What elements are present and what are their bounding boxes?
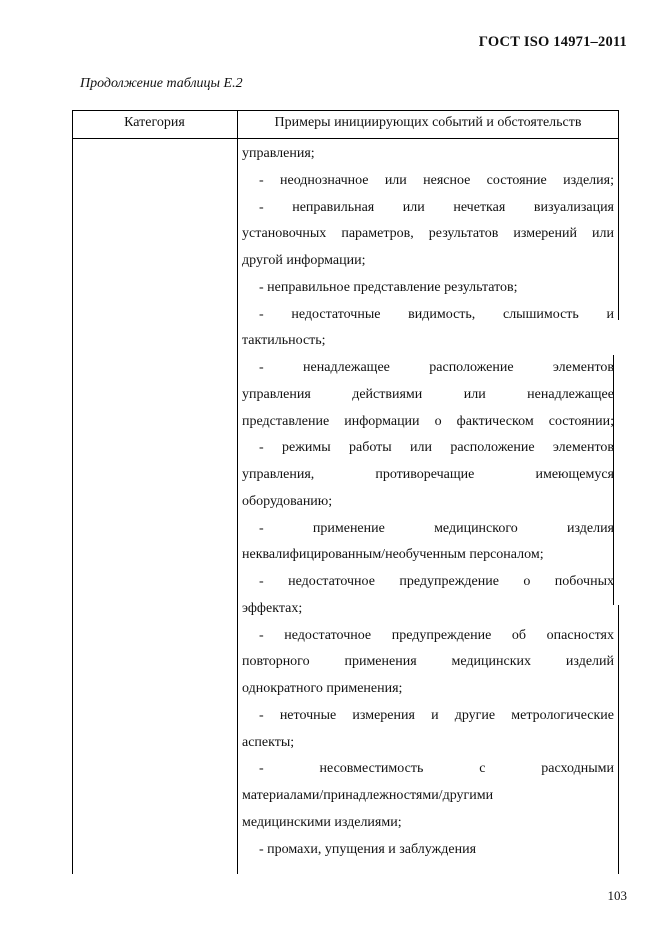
page-number: 103: [607, 888, 627, 903]
example-line: - неточные измерения и другие метрологические: [259, 707, 614, 723]
example-line: - неправильная или нечеткая визуализация: [259, 199, 614, 215]
example-line: - ненадлежащее расположение элементов: [259, 360, 614, 375]
table-header-border: [72, 138, 619, 139]
example-line: другой информации;: [242, 253, 366, 268]
example-line: представление информации о фактическом состоянии;: [242, 413, 614, 429]
example-line: аспекты;: [242, 734, 295, 750]
example-line: оборудованию;: [242, 493, 333, 509]
example-line: - режимы работы или расположение элементов: [259, 440, 614, 456]
example-line: материалами/принадлежностями/другими: [242, 788, 494, 803]
table-left-border: [72, 110, 73, 874]
column-header-category: Категория: [124, 115, 185, 130]
example-line: - несовместимость с расходными: [259, 761, 614, 777]
example-line: - недостаточное предупреждение о побочных: [259, 574, 614, 589]
example-line: - применение медицинского изделия: [259, 520, 614, 536]
example-line: установочных параметров, результатов измерений или: [242, 226, 614, 242]
example-line: тактильность;: [242, 333, 326, 349]
example-line: - промахи, упущения и заблуждения: [259, 841, 477, 857]
example-line: - недостаточное предупреждение об опасностях: [259, 627, 614, 643]
table-caption: Продолжение таблицы Е.2: [80, 76, 243, 91]
example-line: - неоднозначное или неясное состояние изделия;: [259, 172, 614, 188]
example-line: эффектах;: [242, 600, 303, 616]
table-column-divider: [237, 110, 238, 874]
example-line: однократного применения;: [242, 681, 403, 696]
example-line: - неправильное представление результатов;: [259, 279, 518, 295]
table-top-border: [72, 110, 619, 111]
example-line: управления действиями или ненадлежащее: [242, 386, 614, 402]
example-line: повторного применения медицинских изделий: [242, 654, 614, 670]
column-header-examples: Примеры инициирующих событий и обстоятельств: [274, 115, 582, 130]
standard-header: ГОСТ ISO 14971–2011: [478, 34, 627, 50]
example-line: медицинскими изделиями;: [242, 814, 402, 830]
example-line: управления, противоречащие имеющемуся: [242, 467, 614, 482]
examples-cell: [242, 141, 614, 863]
example-line: управления;: [242, 146, 315, 161]
example-line: - недостаточные видимость, слышимость и: [259, 306, 614, 322]
table-right-border-top: [618, 110, 619, 320]
hazard-examples-table: [72, 110, 620, 874]
table-right-border-bottom: [618, 605, 619, 874]
example-line: неквалифицированным/необученным персоналом;: [242, 547, 544, 563]
